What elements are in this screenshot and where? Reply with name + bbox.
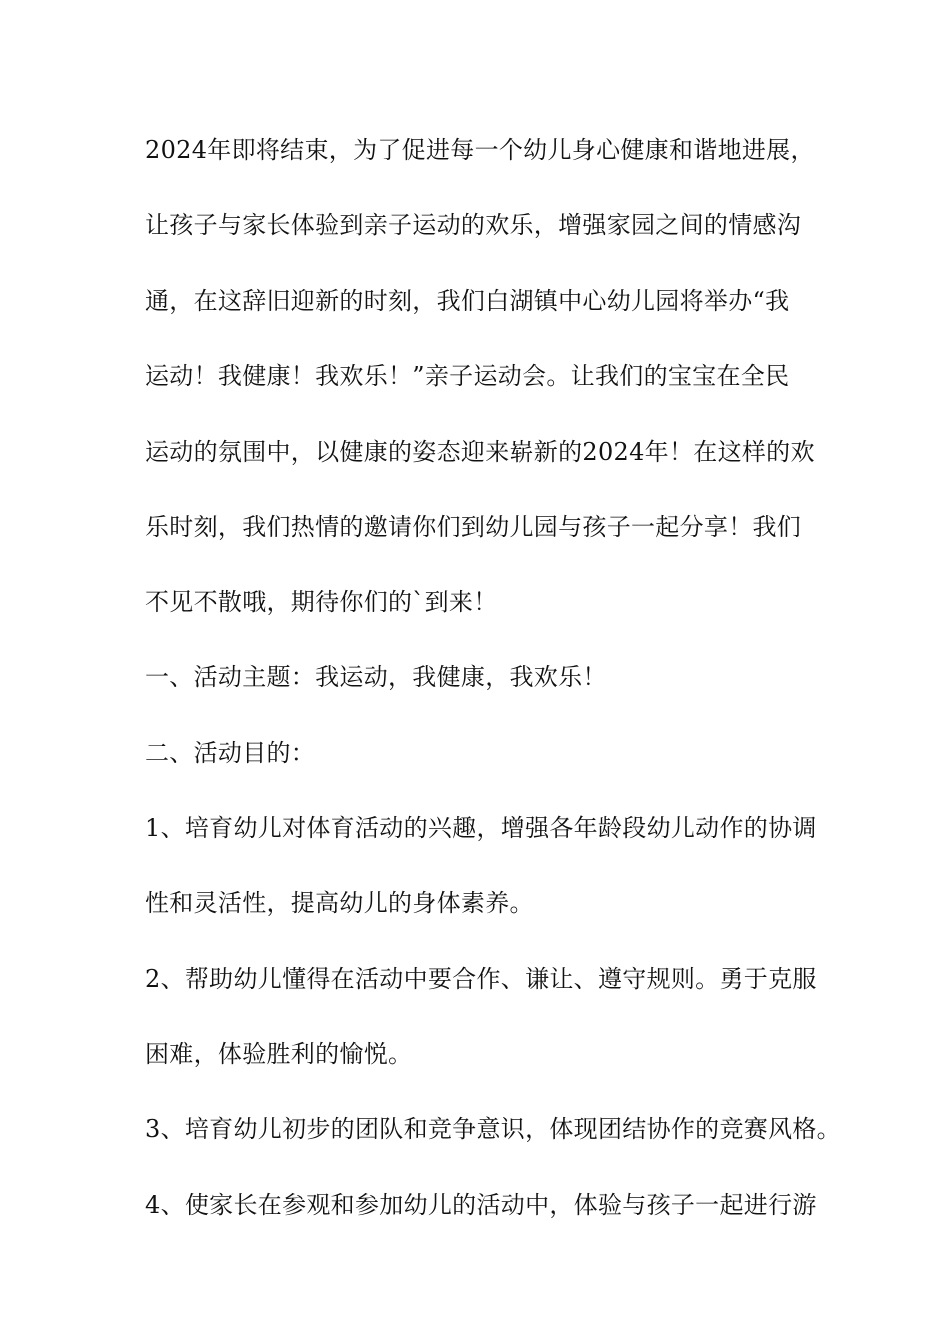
section-heading-purpose: 二、活动目的：: [145, 739, 316, 767]
section-heading-theme: 一、活动主题：我运动，我健康，我欢乐！: [145, 663, 607, 691]
intro-line-7: 不见不散哦，期待你们的`到来！: [145, 588, 498, 616]
purpose-item-1-line-1: 1、培育幼儿对体育活动的兴趣，增强各年龄段幼儿动作的协调: [145, 814, 817, 842]
intro-line-4: 运动！我健康！我欢乐！”亲子运动会。让我们的宝宝在全民: [145, 362, 790, 390]
purpose-item-3: 3、培育幼儿初步的团队和竞争意识，体现团结协作的竞赛风格。: [145, 1115, 841, 1143]
intro-line-3: 通，在这辞旧迎新的时刻，我们白湖镇中心幼儿园将举办“我: [145, 287, 790, 315]
purpose-item-2-line-2: 困难，体验胜利的愉悦。: [145, 1040, 413, 1068]
purpose-item-4-line-1: 4、使家长在参观和参加幼儿的活动中，体验与孩子一起进行游: [145, 1191, 817, 1219]
purpose-item-2-line-1: 2、帮助幼儿懂得在活动中要合作、谦让、遵守规则。勇于克服: [145, 965, 817, 993]
purpose-item-1-line-2: 性和灵活性，提高幼儿的身体素养。: [145, 889, 534, 917]
intro-line-1: 2024年即将结束，为了促进每一个幼儿身心健康和谐地进展，: [145, 136, 815, 164]
intro-line-2: 让孩子与家长体验到亲子运动的欢乐，增强家园之间的情感沟: [145, 211, 802, 239]
intro-line-5: 运动的氛围中，以健康的姿态迎来崭新的2024年！在这样的欢: [145, 438, 815, 466]
intro-line-6: 乐时刻，我们热情的邀请你们到幼儿园与孩子一起分享！我们: [145, 513, 802, 541]
